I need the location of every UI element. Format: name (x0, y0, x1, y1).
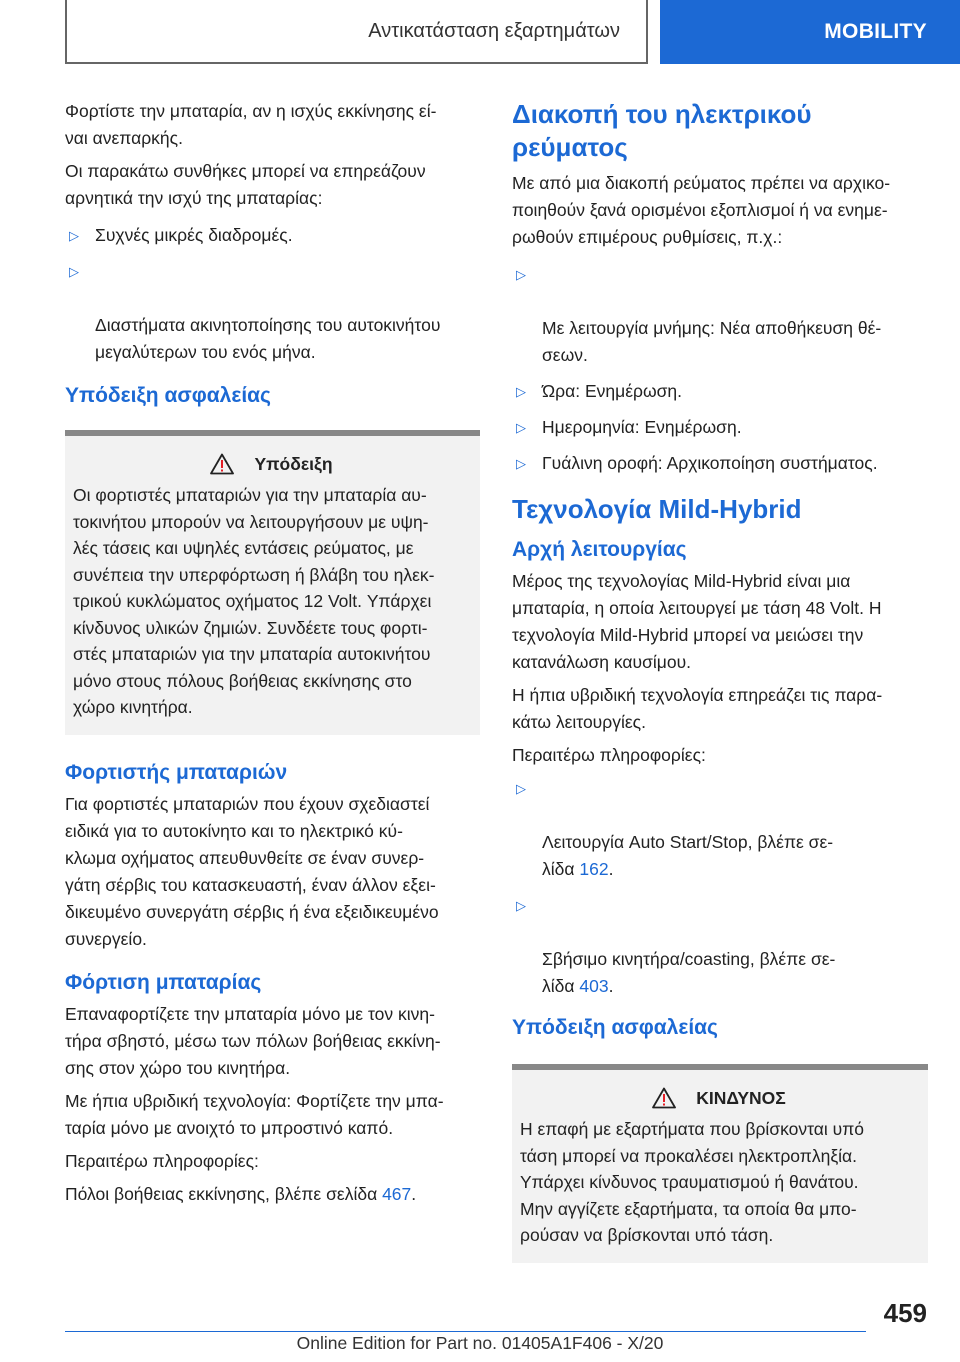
paragraph: Οι παρακάτω συνθήκες μπορεί να επηρεάζουν αρνητικά την ισχύ της μπαταρίας: (65, 161, 426, 208)
paragraph: Επαναφορτίζετε την μπαταρία μόνο με τον κινη- τήρα σβηστό, μέσω των πόλων βοήθειας εκκίνη- σης στον χώρο του κινητήρα. (65, 1003, 441, 1078)
triangle-bullet-icon: ▷ (69, 264, 79, 279)
danger-header (520, 1084, 918, 1112)
triangle-bullet-icon: ▷ (69, 228, 79, 243)
list-item: ▷ Λειτουργία Auto Start/Stop, βλέπε σε- λίδα 162. (512, 775, 928, 883)
page-reference: Πόλοι βοήθειας εκκίνησης, βλέπε σελίδα 467. (65, 1183, 417, 1204)
danger-text: Η επαφή με εξαρτήματα που βρίσκονται υπό τάση μπορεί να προκαλέσει ηλεκτροπληξία. Υπάρχει κίνδυνος τραυματισμού ή θανάτου. Μην αγγίζετε εξαρτήματα, τα οποία θα μπο- ρούσαν να βρίσκονται υπό τάση. (520, 1119, 865, 1245)
list-item: ▷ Συχνές μικρές διαδρομές. (65, 222, 480, 249)
paragraph: Για φορτιστές μπαταριών που έχουν σχεδιαστεί ειδικά για το αυτοκίνητο και το ηλεκτρικό κύ- κλωμα οχήματος απευθυνθείτε σε έναν συνερ- γάτη σέρβις του κατασκευαστή, έναν άλλον εξει- δικευμένο συνεργάτη σέρβις ή ένα εξειδικευμένο συνεργείο. (65, 793, 439, 949)
triangle-bullet-icon: ▷ (516, 898, 526, 913)
chapter-title: MOBILITY (824, 20, 927, 43)
triangle-bullet-icon: ▷ (516, 781, 526, 796)
notice-box (65, 430, 480, 735)
chapter-tab (660, 0, 960, 64)
list-item: ▷ Ώρα: Ενημέρωση. (512, 378, 928, 405)
footer-divider (65, 1331, 866, 1332)
notice-header (73, 450, 470, 478)
footer-edition: Online Edition for Part no. 01405A1F406 - X/20 (296, 1333, 664, 1353)
heading-battery-chargers: Φορτιστής μπαταριών (65, 760, 288, 784)
list-item: ▷ Ημερομηνία: Ενημέρωση. (512, 414, 928, 441)
danger-title: ΚΙΝΔΥΝΟΣ (696, 1088, 786, 1108)
warning-triangle-icon (652, 1087, 676, 1109)
running-header-section (65, 0, 648, 64)
paragraph: Με από μια διακοπή ρεύματος πρέπει να αρχικο- ποιηθούν ξανά ορισμένοι εξοπλισμοί ή να ενημε- ρωθούν επιμέρους ρυθμίσεις, π.χ.: (512, 173, 891, 247)
triangle-bullet-icon: ▷ (516, 267, 526, 282)
heading-safety-note: Υπόδειξη ασφαλείας (65, 384, 271, 407)
list-item: ▷ Διαστήματα ακινητοποίησης του αυτοκινήτου μεγαλύτερων του ενός μήνα. (65, 258, 480, 366)
notice-text: Οι φορτιστές μπαταριών για την μπαταρία αυ- τοκινήτου μπορούν να λειτουργήσουν με υψη- λές τάσεις και υψηλές εντάσεις ρεύματος, με συνέπεια την υπερφόρτωση ή βλάβη του ηλεκ- τρικού κυκλώματος οχήματος 12 Volt. Υπάρχει κίνδυνος υλικών ζημιών. Συνδέετε τους φορτι- στές μπαταριών για την μπαταρία αυτοκινήτου μόνο στους πόλους βοήθειας εκκίνησης στο χώρο κινητήρα. (73, 485, 435, 717)
heading-safety-note: Υπόδειξη ασφαλείας (512, 1016, 718, 1039)
paragraph: Φορτίστε την μπαταρία, αν η ισχύς εκκίνησης εί- ναι ανεπαρκής. (65, 101, 437, 148)
reference-list (512, 775, 928, 1000)
page-link[interactable]: 403 (579, 976, 609, 996)
page-number: 459 (883, 1298, 927, 1328)
list-item: ▷ Σβήσιμο κινητήρα/coasting, βλέπε σε- λίδα 403. (512, 892, 928, 1000)
paragraph: Περαιτέρω πληροφορίες: (512, 745, 706, 765)
section-title: Αντικατάσταση εξαρτημάτων (368, 19, 620, 42)
page-link[interactable]: 467 (382, 1183, 412, 1204)
paragraph: Η ήπια υβριδική τεχνολογία επηρεάζει τις παρα- κάτω λειτουργίες. (512, 685, 883, 732)
list-item: ▷ Γυάλινη οροφή: Αρχικοποίηση συστήματος. (512, 450, 928, 477)
left-column (65, 98, 480, 1214)
heading-power-interruption: Διακοπή του ηλεκτρικού ρεύματος (512, 99, 812, 162)
bullet-list (512, 261, 928, 477)
triangle-bullet-icon: ▷ (516, 420, 526, 435)
paragraph: Περαιτέρω πληροφορίες: (65, 1150, 259, 1171)
paragraph: Με ήπια υβριδική τεχνολογία: Φορτίζετε την μπα- ταρία μόνο με ανοιχτό το μπροστινό καπό. (65, 1090, 444, 1138)
heading-operating-principle: Αρχή λειτουργίας (512, 538, 687, 561)
warning-triangle-icon (210, 453, 234, 475)
right-column (512, 98, 928, 1263)
page-link[interactable]: 162 (579, 859, 609, 879)
triangle-bullet-icon: ▷ (516, 456, 526, 471)
heading-battery-charging: Φόρτιση μπαταρίας (65, 970, 262, 994)
paragraph: Μέρος της τεχνολογίας Mild-Hybrid είναι μια μπαταρία, η οποία λειτουργεί με τάση 48 Volt. Η τεχνολογία Mild-Hybrid μπορεί να μειώσει την κατανάλωση καυσίμου. (512, 571, 882, 672)
bullet-list (65, 222, 480, 366)
triangle-bullet-icon: ▷ (516, 384, 526, 399)
danger-box (512, 1064, 928, 1263)
notice-title: Υπόδειξη (254, 454, 333, 474)
list-item: ▷ Με λειτουργία μνήμης: Νέα αποθήκευση θέ- σεων. (512, 261, 928, 369)
heading-mild-hybrid: Τεχνολογία Mild-Hybrid (512, 494, 802, 524)
